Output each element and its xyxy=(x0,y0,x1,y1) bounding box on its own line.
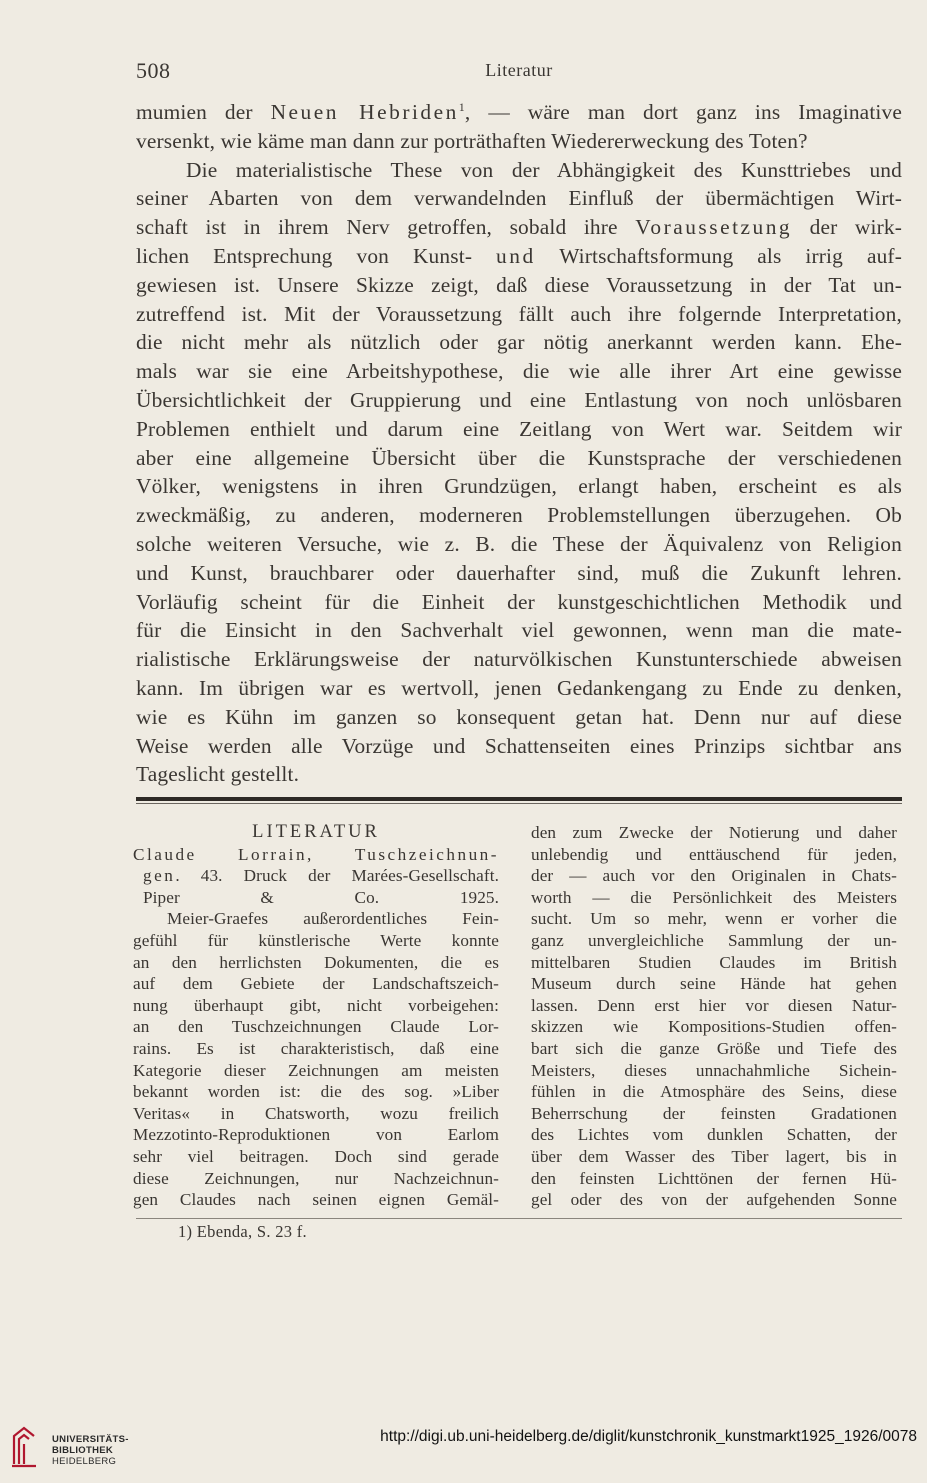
review-line: Mezzotinto-Reproduktionen von Earlom xyxy=(133,1125,499,1145)
review-line: mittelbaren Studien Claudes im British xyxy=(531,952,897,972)
footnote: 1) Ebenda, S. 23 f. xyxy=(178,1222,307,1241)
text-line: Weise werden alle Vorzüge und Schattenseiten eines Prinzips sichtbar ans xyxy=(136,733,902,758)
review-line: gefühl für künstlerische Werte konnte xyxy=(133,930,499,950)
review-line: des Lichtes vom dunklen Schatten, der xyxy=(531,1125,897,1145)
review-line: skizzen wie Kompositions-Studien offen- xyxy=(531,1017,897,1037)
review-line: den zum Zwecke der Notierung und daher xyxy=(531,823,897,842)
review-line: der — auch vor den Originalen in Chats- xyxy=(531,866,897,886)
page-header xyxy=(136,58,902,88)
main-text xyxy=(136,98,902,789)
section-divider xyxy=(136,797,902,801)
review-line: Meisters, dieses unnachahmliche Sichein- xyxy=(531,1060,897,1080)
text-line: seiner Abarten von dem verwandelnden Einfluß der übermächtigen Wirt- xyxy=(136,186,902,211)
library-name-line: BIBLIOTHEK xyxy=(52,1445,114,1456)
review-line: Beherrschung der feinsten Gradationen xyxy=(531,1103,897,1123)
text-line: Völker, wenigstens in ihren Grundzügen, erlangt haben, erscheint es als xyxy=(136,474,902,499)
review-line: diese Zeichnungen, nur Nachzeichnun- xyxy=(133,1168,499,1188)
review-line: fühlen in die Atmosphäre des Seins, diese xyxy=(531,1082,897,1102)
text-line: kann. Im übrigen war es wertvoll, jenen Gedankengang zu Ende zu denken, xyxy=(136,675,902,700)
review-line: gen. 43. Druck der Marées-Gesellschaft. xyxy=(143,866,499,886)
review-line: bekannt worden ist: die des sog. »Liber xyxy=(133,1082,499,1102)
library-name xyxy=(52,1434,129,1467)
running-title: Literatur xyxy=(485,60,553,80)
review-line: Claude Lorrain, Tuschzeichnun- xyxy=(133,844,499,864)
review-line: rains. Es ist charakteristisch, daß eine xyxy=(133,1038,499,1058)
review-line: sehr viel beitragen. Doch sind gerade xyxy=(133,1146,499,1166)
literatur-column-right xyxy=(531,822,897,1211)
text-line: versenkt, wie käme man dann zur porträthaften Wiedererweckung des Toten? xyxy=(136,128,808,153)
text-line: die nicht mehr als nützlich oder gar nötig anerkannt werden kann. Ehe- xyxy=(136,330,902,355)
footnote-divider xyxy=(136,1218,902,1219)
review-line: an den herrlichsten Dokumenten, die es xyxy=(133,952,499,972)
text-line: solche weiteren Versuche, wie z. B. die These der Äquivalenz von Religion xyxy=(136,531,902,556)
text-line: rialistische Erklärungsweise der naturvölkischen Kunstunterschiede abweisen xyxy=(136,647,902,672)
literatur-column-left xyxy=(133,822,499,1211)
text-line: Vorläufig scheint für die Einheit der kunstgeschichtlichen Methodik und xyxy=(136,589,902,614)
section-divider-thin xyxy=(136,803,902,804)
text-line: schaft ist in ihrem Nerv getroffen, sobald ihre Voraussetzung der wirk- xyxy=(136,215,903,240)
review-line: gel oder des von der aufgehenden Sonne xyxy=(531,1190,897,1210)
library-name-line: UNIVERSITÄTS- xyxy=(52,1434,129,1445)
text-line: Die materialistische These von der Abhängigkeit des Kunsttriebes und xyxy=(186,157,902,182)
review-line: bart sich die ganze Größe und Tiefe des xyxy=(531,1038,897,1058)
text-line: gewiesen ist. Unsere Skizze zeigt, daß diese Voraussetzung in der Tat un- xyxy=(136,272,902,297)
text-line: aber eine allgemeine Übersicht über die Kunstsprache der verschiedenen xyxy=(136,445,902,470)
review-line: den feinsten Lichttönen der fernen Hü- xyxy=(531,1168,897,1188)
review-line: an den Tuschzeichnungen Claude Lor- xyxy=(133,1017,499,1037)
text-line: mals war sie eine Arbeitshypothese, die wie alle ihrer Art eine gewisse xyxy=(136,359,902,384)
review-line: Veritas« in Chatsworth, wozu freilich xyxy=(133,1103,499,1123)
review-line: gen Claudes nach seinen eignen Gemäl- xyxy=(133,1190,499,1210)
library-logo-icon xyxy=(10,1424,38,1468)
review-line: lassen. Denn erst hier vor diesen Natur- xyxy=(531,995,897,1015)
review-line: unlebendig und enttäuschend für jeden, xyxy=(531,844,897,864)
review-line: Kategorie dieser Zeichnungen am meisten xyxy=(133,1060,499,1080)
text-line: zutreffend ist. Mit der Voraussetzung fällt auch ihre folgernde Interpretation, xyxy=(136,301,902,326)
source-url[interactable]: http://digi.ub.uni-heidelberg.de/diglit/kunstchronik_kunstmarkt1925_1926/0078 xyxy=(380,1428,917,1445)
review-line: auf dem Gebiete der Landschaftszeich- xyxy=(133,974,499,994)
text-line: Problemen enthielt und darum eine Zeitlang von Wert war. Seitdem wir xyxy=(136,416,902,441)
text-line: Übersichtlichkeit der Gruppierung und eine Entlastung von noch unlösbaren xyxy=(136,387,902,412)
text-line: mumien der Neuen Hebriden$^1$, — wäre man dort ganz ins Imaginative xyxy=(136,100,903,124)
text-line: wie es Kühn im ganzen so konsequent getan hat. Denn nur auf diese xyxy=(136,704,902,729)
library-name-line: HEIDELBERG xyxy=(52,1456,117,1467)
literatur-heading: LITERATUR xyxy=(252,822,380,842)
review-line: über dem Wasser des Tiber lagert, bis in xyxy=(531,1146,897,1166)
text-line: und Kunst, brauchbarer oder dauerhafter sind, muß die Zukunft lehren. xyxy=(136,560,902,585)
review-line: Piper & Co. 1925. xyxy=(143,887,499,907)
review-line: ganz unvergleichliche Sammlung der un- xyxy=(531,930,897,950)
text-line: zweckmäßig, zu anderen, moderneren Problemstellungen überzugehen. Ob xyxy=(136,503,902,528)
text-line: lichen Entsprechung von Kunst- und Wirtschaftsformung als irrig auf- xyxy=(136,243,902,268)
review-line: nung überhaupt gibt, nicht vorbeigehen: xyxy=(133,995,499,1015)
text-line: für die Einsicht in den Sachverhalt viel gewonnen, wenn man die mate- xyxy=(136,618,902,643)
review-line: Museum durch seine Hände hat gehen xyxy=(531,974,897,994)
review-line: Meier-Graefes außerordentliches Fein- xyxy=(167,909,499,929)
review-line: worth — die Persönlichkeit des Meisters xyxy=(531,887,897,907)
text-line: Tageslicht gestellt. xyxy=(136,762,300,787)
page-number: 508 xyxy=(136,58,171,83)
review-line: sucht. Um so mehr, wenn er vorher die xyxy=(531,909,897,929)
